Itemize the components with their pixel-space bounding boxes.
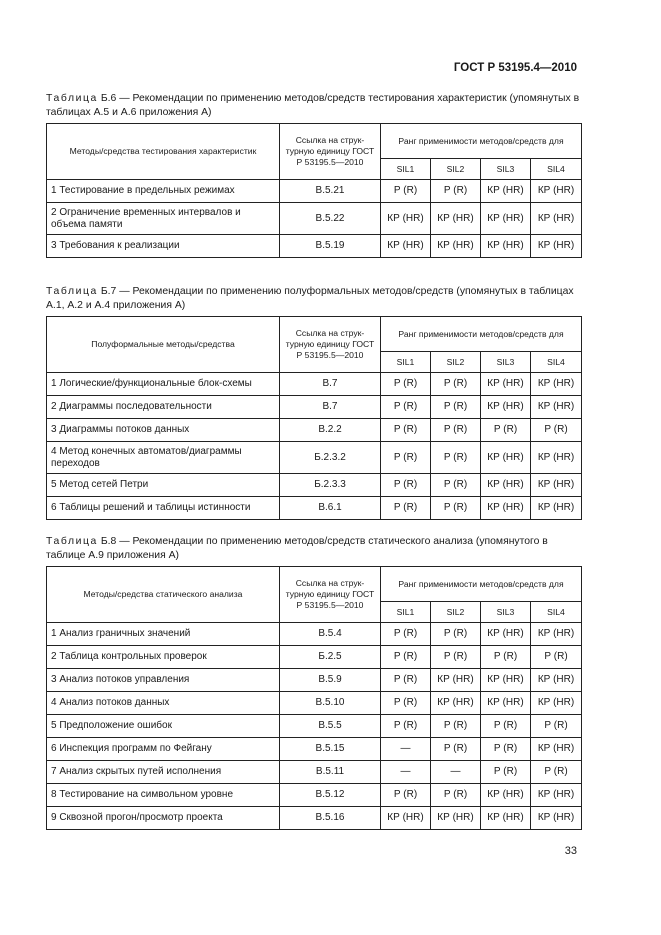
reference: В.5.22 xyxy=(280,203,381,235)
sil3-value: КР (HR) xyxy=(481,497,531,520)
sil1-value: Р (R) xyxy=(381,692,431,715)
sil2-value: Р (R) xyxy=(431,623,481,646)
col-header-sil3: SIL3 xyxy=(481,159,531,180)
sil1-value: — xyxy=(381,738,431,761)
page-number: 33 xyxy=(564,845,577,857)
method-name: 6 Таблицы решений и таблицы истинности xyxy=(47,497,280,520)
sil2-value: Р (R) xyxy=(431,419,481,442)
table-b8 xyxy=(46,566,582,830)
table-row xyxy=(47,497,582,520)
col-header-sil4: SIL4 xyxy=(531,352,582,373)
sil2-value: Р (R) xyxy=(431,784,481,807)
sil2-value: Р (R) xyxy=(431,180,481,203)
sil4-value: КР (HR) xyxy=(531,442,582,474)
sil4-value: Р (R) xyxy=(531,646,582,669)
method-name: 3 Анализ потоков управления xyxy=(47,669,280,692)
sil4-value: КР (HR) xyxy=(531,180,582,203)
sil1-value: Р (R) xyxy=(381,497,431,520)
sil3-value: КР (HR) xyxy=(481,442,531,474)
table-row xyxy=(47,623,582,646)
method-name: 5 Предположение ошибок xyxy=(47,715,280,738)
sil3-value: Р (R) xyxy=(481,419,531,442)
sil1-value: КР (HR) xyxy=(381,235,431,258)
table-row xyxy=(47,761,582,784)
table-row xyxy=(47,180,582,203)
col-header-sil2: SIL2 xyxy=(431,352,481,373)
sil1-value: — xyxy=(381,761,431,784)
sil1-value: Р (R) xyxy=(381,419,431,442)
method-name: 5 Метод сетей Петри xyxy=(47,474,280,497)
table-row xyxy=(47,646,582,669)
standard-header: ГОСТ Р 53195.4—2010 xyxy=(453,62,577,74)
reference: В.5.4 xyxy=(280,623,381,646)
reference: В.5.12 xyxy=(280,784,381,807)
sil2-value: КР (HR) xyxy=(431,669,481,692)
sil4-value: КР (HR) xyxy=(531,497,582,520)
sil3-value: Р (R) xyxy=(481,738,531,761)
table-row xyxy=(47,419,582,442)
col-header-ref: Ссылка на струк-турную единицу ГОСТ Р 53195.5—2010 xyxy=(280,124,381,180)
sil2-value: КР (HR) xyxy=(431,235,481,258)
sil3-value: КР (HR) xyxy=(481,807,531,830)
method-name: 4 Анализ потоков данных xyxy=(47,692,280,715)
col-header-ref: Ссылка на струк-турную единицу ГОСТ Р 53195.5—2010 xyxy=(280,567,381,623)
col-header-sil1: SIL1 xyxy=(381,159,431,180)
sil2-value: КР (HR) xyxy=(431,692,481,715)
sil4-value: КР (HR) xyxy=(531,807,582,830)
method-name: 9 Сквозной прогон/просмотр проекта xyxy=(47,807,280,830)
table-row xyxy=(47,442,582,474)
sil3-value: КР (HR) xyxy=(481,180,531,203)
reference: В.5.15 xyxy=(280,738,381,761)
caption-label: Таблица xyxy=(46,93,98,104)
method-name: 6 Инспекция программ по Фейгану xyxy=(47,738,280,761)
sil4-value: КР (HR) xyxy=(531,235,582,258)
method-name: 1 Анализ граничных значений xyxy=(47,623,280,646)
sil3-value: КР (HR) xyxy=(481,203,531,235)
col-header-sil2: SIL2 xyxy=(431,602,481,623)
table-b6 xyxy=(46,123,582,258)
table-row xyxy=(47,669,582,692)
reference: В.6.1 xyxy=(280,497,381,520)
method-name: 7 Анализ скрытых путей исполнения xyxy=(47,761,280,784)
sil2-value: Р (R) xyxy=(431,373,481,396)
sil1-value: Р (R) xyxy=(381,646,431,669)
col-header-sil4: SIL4 xyxy=(531,602,582,623)
sil2-value: Р (R) xyxy=(431,715,481,738)
sil3-value: КР (HR) xyxy=(481,784,531,807)
col-header-method: Полуформальные методы/средства xyxy=(47,317,280,373)
sil3-value: КР (HR) xyxy=(481,474,531,497)
method-name: 1 Тестирование в предельных режимах xyxy=(47,180,280,203)
col-header-sil1: SIL1 xyxy=(381,602,431,623)
sil3-value: Р (R) xyxy=(481,761,531,784)
sil1-value: Р (R) xyxy=(381,373,431,396)
sil4-value: КР (HR) xyxy=(531,203,582,235)
table-row xyxy=(47,396,582,419)
table-row xyxy=(47,784,582,807)
reference: В.5.21 xyxy=(280,180,381,203)
sil1-value: Р (R) xyxy=(381,715,431,738)
method-name: 8 Тестирование на символьном уровне xyxy=(47,784,280,807)
sil1-value: КР (HR) xyxy=(381,203,431,235)
reference: В.7 xyxy=(280,396,381,419)
sil4-value: КР (HR) xyxy=(531,692,582,715)
caption-text: Б.7 — Рекомендации по применению полуформальных методов/средств (упомянутых в таблицах А.1, А.2 и А.4 приложения А) xyxy=(46,286,574,311)
sil1-value: Р (R) xyxy=(381,623,431,646)
col-header-method: Методы/средства тестирования характеристик xyxy=(47,124,280,180)
caption-label: Таблица xyxy=(46,286,98,297)
col-header-sil3: SIL3 xyxy=(481,602,531,623)
method-name: 3 Диаграммы потоков данных xyxy=(47,419,280,442)
reference: В.5.19 xyxy=(280,235,381,258)
table-b7 xyxy=(46,316,582,520)
col-header-sil4: SIL4 xyxy=(531,159,582,180)
table-row xyxy=(47,738,582,761)
sil1-value: Р (R) xyxy=(381,396,431,419)
sil2-value: Р (R) xyxy=(431,474,481,497)
sil4-value: КР (HR) xyxy=(531,396,582,419)
caption-text: Б.8 — Рекомендации по применению методов/средств статического анализа (упомянутого в таблице А.9 приложения А) xyxy=(46,536,548,561)
table-row xyxy=(47,474,582,497)
table-row xyxy=(47,715,582,738)
sil4-value: КР (HR) xyxy=(531,669,582,692)
sil4-value: Р (R) xyxy=(531,715,582,738)
sil3-value: КР (HR) xyxy=(481,235,531,258)
sil1-value: Р (R) xyxy=(381,474,431,497)
sil4-value: Р (R) xyxy=(531,761,582,784)
col-header-rank: Ранг применимости методов/средств для xyxy=(381,124,582,159)
col-header-method: Методы/средства статического анализа xyxy=(47,567,280,623)
sil4-value: КР (HR) xyxy=(531,474,582,497)
reference: В.2.2 xyxy=(280,419,381,442)
sil1-value: Р (R) xyxy=(381,442,431,474)
reference: Б.2.3.2 xyxy=(280,442,381,474)
reference: В.5.10 xyxy=(280,692,381,715)
sil1-value: КР (HR) xyxy=(381,807,431,830)
reference: Б.2.5 xyxy=(280,646,381,669)
reference: В.5.11 xyxy=(280,761,381,784)
sil4-value: Р (R) xyxy=(531,419,582,442)
col-header-ref: Ссылка на струк-турную единицу ГОСТ Р 53195.5—2010 xyxy=(280,317,381,373)
sil4-value: КР (HR) xyxy=(531,784,582,807)
reference: В.5.9 xyxy=(280,669,381,692)
method-name: 2 Диаграммы последовательности xyxy=(47,396,280,419)
col-header-rank: Ранг применимости методов/средств для xyxy=(381,317,582,352)
sil2-value: — xyxy=(431,761,481,784)
method-name: 1 Логические/функциональные блок-схемы xyxy=(47,373,280,396)
col-header-sil1: SIL1 xyxy=(381,352,431,373)
sil1-value: Р (R) xyxy=(381,669,431,692)
sil4-value: КР (HR) xyxy=(531,373,582,396)
table-row xyxy=(47,203,582,235)
col-header-sil2: SIL2 xyxy=(431,159,481,180)
reference: В.5.16 xyxy=(280,807,381,830)
reference: Б.2.3.3 xyxy=(280,474,381,497)
caption-text: Б.6 — Рекомендации по применению методов/средств тестирования характеристик (упомянутых в таблицах А.5 и А.6 приложения А) xyxy=(46,93,580,118)
sil3-value: КР (HR) xyxy=(481,692,531,715)
table-row xyxy=(47,235,582,258)
method-name: 3 Требования к реализации xyxy=(47,235,280,258)
sil2-value: Р (R) xyxy=(431,497,481,520)
sil3-value: КР (HR) xyxy=(481,669,531,692)
sil2-value: КР (HR) xyxy=(431,807,481,830)
method-name: 2 Таблица контрольных проверок xyxy=(47,646,280,669)
method-name: 2 Ограничение временных интервалов и объема памяти xyxy=(47,203,280,235)
table-row xyxy=(47,807,582,830)
method-name: 4 Метод конечных автоматов/диаграммы переходов xyxy=(47,442,280,474)
sil1-value: Р (R) xyxy=(381,180,431,203)
sil4-value: КР (HR) xyxy=(531,738,582,761)
sil3-value: КР (HR) xyxy=(481,396,531,419)
sil3-value: Р (R) xyxy=(481,715,531,738)
sil3-value: Р (R) xyxy=(481,646,531,669)
col-header-sil3: SIL3 xyxy=(481,352,531,373)
table-caption-b6 xyxy=(46,92,581,120)
reference: В.5.5 xyxy=(280,715,381,738)
table-row xyxy=(47,373,582,396)
sil2-value: Р (R) xyxy=(431,646,481,669)
sil2-value: Р (R) xyxy=(431,396,481,419)
table-caption-b7 xyxy=(46,285,581,313)
sil1-value: Р (R) xyxy=(381,784,431,807)
sil4-value: КР (HR) xyxy=(531,623,582,646)
caption-label: Таблица xyxy=(46,536,98,547)
sil2-value: Р (R) xyxy=(431,442,481,474)
sil3-value: КР (HR) xyxy=(481,373,531,396)
sil2-value: КР (HR) xyxy=(431,203,481,235)
sil2-value: Р (R) xyxy=(431,738,481,761)
table-row xyxy=(47,692,582,715)
sil3-value: КР (HR) xyxy=(481,623,531,646)
table-caption-b8 xyxy=(46,535,581,563)
reference: В.7 xyxy=(280,373,381,396)
col-header-rank: Ранг применимости методов/средств для xyxy=(381,567,582,602)
